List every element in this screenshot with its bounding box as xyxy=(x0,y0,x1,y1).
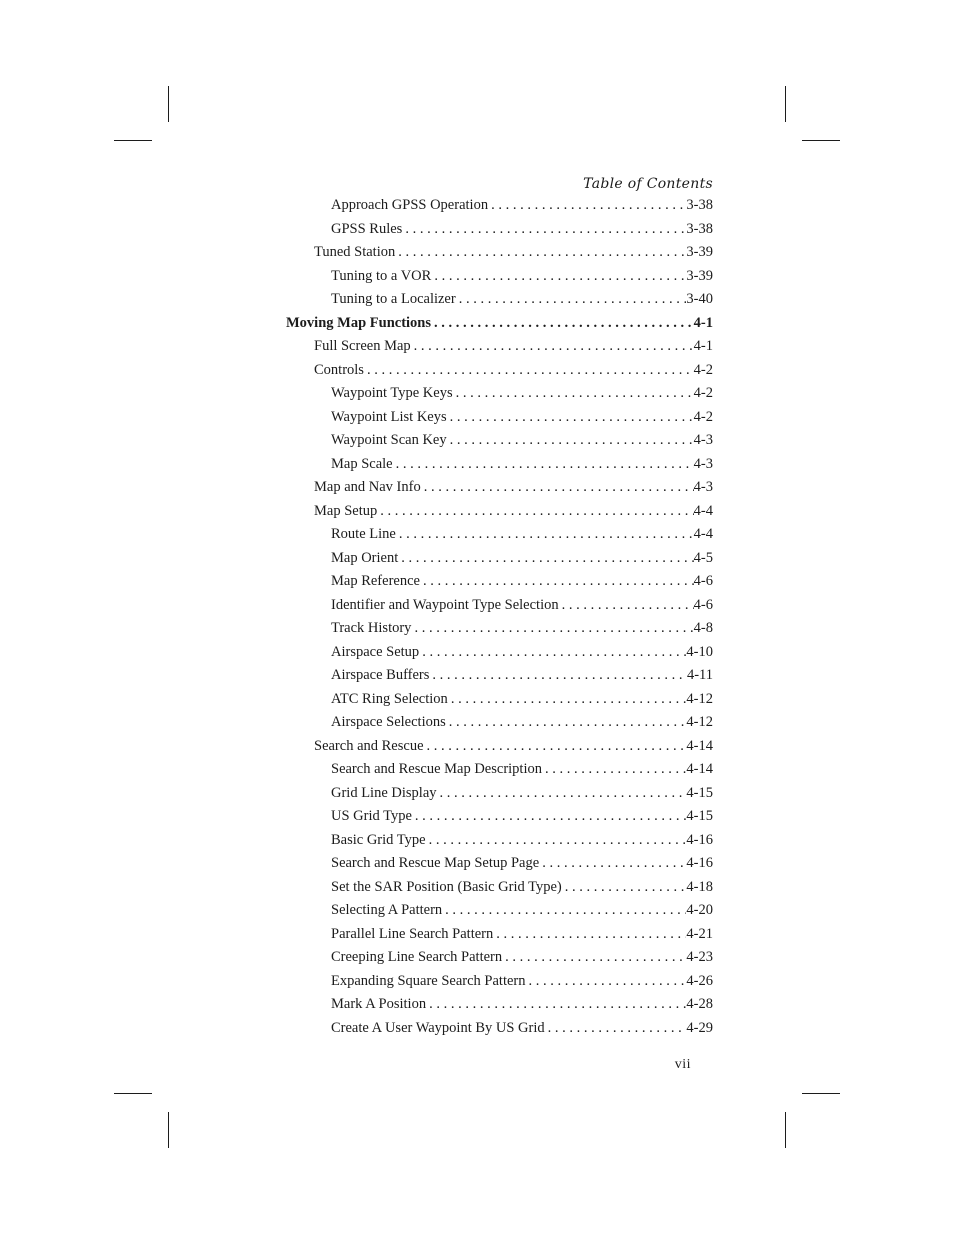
toc-entry-page: 4-3 xyxy=(693,455,713,472)
toc-entry-page: 4-6 xyxy=(693,573,713,589)
dot-leader xyxy=(437,781,687,805)
dot-leader xyxy=(562,875,687,899)
dot-leader xyxy=(429,663,687,687)
toc-entry[interactable] xyxy=(331,522,713,546)
toc-entry-page: 4-29 xyxy=(686,1019,713,1036)
toc-entry[interactable] xyxy=(314,499,713,523)
toc-entry[interactable] xyxy=(331,452,713,476)
toc-entry-page: 4-26 xyxy=(686,972,713,989)
crop-mark-top-right-vertical xyxy=(785,86,786,122)
toc-entry-page: 4-4 xyxy=(693,526,713,542)
dot-leader xyxy=(412,804,687,828)
dot-leader xyxy=(446,710,687,734)
toc-entry-page: 4-4 xyxy=(693,502,713,519)
crop-mark-top-left-vertical xyxy=(168,86,169,122)
toc-entry-title: Track History xyxy=(331,620,412,636)
toc-entry[interactable] xyxy=(314,334,713,358)
dot-leader xyxy=(424,734,687,758)
toc-entry[interactable] xyxy=(331,546,713,570)
toc-entry[interactable] xyxy=(331,640,713,664)
toc-entry-title: Waypoint List Keys xyxy=(331,408,447,425)
toc-entry-title: Mark A Position xyxy=(331,996,427,1012)
toc-entry-title: GPSS Rules xyxy=(331,220,403,237)
toc-entry[interactable] xyxy=(314,358,713,382)
toc-entry[interactable] xyxy=(331,593,713,617)
toc-entry-title: Identifier and Waypoint Type Selection xyxy=(331,596,559,613)
toc-entry-page: 4-12 xyxy=(686,714,713,730)
dot-leader xyxy=(421,475,694,499)
toc-entry-page: 4-28 xyxy=(686,996,713,1012)
toc-entry[interactable] xyxy=(331,616,713,640)
dot-leader xyxy=(545,1016,687,1040)
dot-leader xyxy=(411,334,694,358)
toc-entry-title: Tuning to a Localizer xyxy=(331,291,456,307)
toc-entry-title: Map Orient xyxy=(331,549,399,566)
toc-entry-title: Search and Rescue Map Setup Page xyxy=(331,855,540,871)
running-header: Table of Contents xyxy=(583,176,713,192)
toc-entry-page: 4-14 xyxy=(686,761,713,777)
toc-entry-page: 4-10 xyxy=(686,643,713,660)
dot-leader xyxy=(456,287,687,311)
toc-entry-page: 3-40 xyxy=(686,291,713,307)
toc-entry-page: 4-12 xyxy=(686,690,713,707)
toc-entry-title: Parallel Line Search Pattern xyxy=(331,925,494,942)
dot-leader xyxy=(431,264,686,288)
toc-entry-title: Basic Grid Type xyxy=(331,831,426,848)
toc-entry[interactable] xyxy=(331,945,713,969)
page-number: vii xyxy=(674,1057,691,1072)
toc-entry-page: 4-23 xyxy=(686,949,713,965)
toc-entry-title: Creeping Line Search Pattern xyxy=(331,949,503,965)
toc-entry-title: Waypoint Type Keys xyxy=(331,385,453,401)
dot-leader xyxy=(448,687,687,711)
dot-leader xyxy=(431,311,694,335)
toc-entry[interactable] xyxy=(331,428,713,452)
dot-leader xyxy=(393,452,694,476)
toc-entry-page: 4-11 xyxy=(686,667,713,683)
toc-entry-page: 4-6 xyxy=(693,596,713,613)
toc-entry[interactable] xyxy=(331,828,713,852)
toc-entry-title: Airspace Buffers xyxy=(331,667,430,683)
dot-leader xyxy=(426,828,687,852)
dot-leader xyxy=(542,757,686,781)
toc-entry-title: Selecting A Pattern xyxy=(331,902,443,918)
dot-leader xyxy=(453,381,694,405)
toc-entry-page: 4-15 xyxy=(686,784,713,801)
toc-entry-page: 3-38 xyxy=(686,197,713,213)
crop-mark-bottom-left-horizontal xyxy=(114,1093,152,1094)
toc-entry-title: Expanding Square Search Pattern xyxy=(331,972,526,989)
toc-entry-page: 4-1 xyxy=(693,314,713,331)
toc-entry[interactable] xyxy=(331,287,713,311)
toc-entry[interactable] xyxy=(331,663,713,687)
toc-entry-title: Map Reference xyxy=(331,573,420,589)
toc-entry[interactable] xyxy=(331,381,713,405)
toc-entry[interactable] xyxy=(331,969,713,993)
dot-leader xyxy=(402,217,686,241)
toc-entry[interactable] xyxy=(314,475,713,499)
toc-entry-title: Airspace Setup xyxy=(331,643,420,660)
toc-entry-page: 4-2 xyxy=(693,408,713,425)
toc-entry[interactable] xyxy=(331,992,713,1016)
toc-entry[interactable] xyxy=(331,1016,713,1040)
toc-entry-title: Map Setup xyxy=(314,502,378,519)
dot-leader xyxy=(539,851,686,875)
toc-entry-title: Grid Line Display xyxy=(331,784,437,801)
toc-entry-page: 3-38 xyxy=(686,220,713,237)
toc-entry-page: 3-39 xyxy=(686,267,713,284)
toc-entry-page: 3-39 xyxy=(686,244,713,260)
dot-leader xyxy=(493,922,686,946)
dot-leader xyxy=(525,969,686,993)
toc-entry-page: 4-2 xyxy=(693,385,713,401)
toc-entry[interactable] xyxy=(331,898,713,922)
toc-entry-title: Search and Rescue xyxy=(314,737,424,754)
toc-entry[interactable] xyxy=(331,193,713,217)
dot-leader xyxy=(447,405,694,429)
toc-entry[interactable] xyxy=(331,217,713,241)
toc-entry-title: Tuned Station xyxy=(314,244,396,260)
dot-leader xyxy=(419,640,686,664)
toc-entry-title: Create A User Waypoint By US Grid xyxy=(331,1019,545,1036)
dot-leader xyxy=(488,193,686,217)
toc-entry-page: 4-1 xyxy=(693,338,713,354)
dot-leader xyxy=(398,546,693,570)
toc-entry-page: 4-3 xyxy=(693,479,713,495)
dot-leader xyxy=(447,428,694,452)
crop-mark-bottom-right-vertical xyxy=(785,1112,786,1148)
dot-leader xyxy=(426,992,686,1016)
toc-entry-title: Moving Map Functions xyxy=(286,314,432,331)
dot-leader xyxy=(502,945,686,969)
toc-entry[interactable] xyxy=(331,804,713,828)
crop-mark-bottom-left-vertical xyxy=(168,1112,169,1148)
dot-leader xyxy=(559,593,694,617)
toc-entry[interactable] xyxy=(286,311,713,335)
toc-entry[interactable] xyxy=(331,781,713,805)
dot-leader xyxy=(420,569,694,593)
dot-leader xyxy=(364,358,694,382)
toc-entry-page: 4-8 xyxy=(693,620,713,636)
crop-mark-top-left-horizontal xyxy=(114,140,152,141)
toc-entry-title: Map and Nav Info xyxy=(314,479,421,495)
toc-entry-title: Waypoint Scan Key xyxy=(331,432,447,448)
toc-entry-title: Approach GPSS Operation xyxy=(331,197,489,213)
toc-entry[interactable] xyxy=(331,851,713,875)
dot-leader xyxy=(411,616,693,640)
toc-entry[interactable] xyxy=(331,264,713,288)
toc-entry-page: 4-18 xyxy=(686,878,713,895)
toc-entry-title: Tuning to a VOR xyxy=(331,267,432,284)
toc-entry-title: Map Scale xyxy=(331,455,393,472)
toc-entry-title: Set the SAR Position (Basic Grid Type) xyxy=(331,878,562,895)
toc-entry-title: Route Line xyxy=(331,526,396,542)
toc-entry-title: Search and Rescue Map Description xyxy=(331,761,542,777)
crop-mark-top-right-horizontal xyxy=(802,140,840,141)
toc-entry[interactable] xyxy=(331,757,713,781)
dot-leader xyxy=(377,499,693,523)
toc-entry[interactable] xyxy=(314,734,713,758)
toc-entry-title: Controls xyxy=(314,361,364,378)
toc-entry[interactable] xyxy=(331,875,713,899)
toc-entry-title: US Grid Type xyxy=(331,808,412,824)
toc-entry[interactable] xyxy=(331,710,713,734)
toc-entry[interactable] xyxy=(331,687,713,711)
dot-leader xyxy=(396,522,694,546)
toc-entry-page: 4-21 xyxy=(686,925,713,942)
toc-entry-page: 4-16 xyxy=(686,831,713,848)
toc-entry-title: ATC Ring Selection xyxy=(331,690,448,707)
toc-entry-page: 4-16 xyxy=(686,855,713,871)
toc-entry[interactable] xyxy=(331,405,713,429)
toc-entry-page: 4-20 xyxy=(686,902,713,918)
toc-entry-title: Airspace Selections xyxy=(331,714,446,730)
dot-leader xyxy=(442,898,686,922)
toc-entry[interactable] xyxy=(331,569,713,593)
toc-entry[interactable] xyxy=(331,922,713,946)
toc-entry-page: 4-14 xyxy=(686,737,713,754)
crop-mark-bottom-right-horizontal xyxy=(802,1093,840,1094)
toc-entry[interactable] xyxy=(314,240,713,264)
toc-entry-page: 4-15 xyxy=(686,808,713,824)
dot-leader xyxy=(395,240,686,264)
toc-entry-title: Full Screen Map xyxy=(314,338,411,354)
toc-entry-page: 4-2 xyxy=(693,361,713,378)
toc-entry-page: 4-5 xyxy=(693,549,713,566)
toc-entry-page: 4-3 xyxy=(693,432,713,448)
